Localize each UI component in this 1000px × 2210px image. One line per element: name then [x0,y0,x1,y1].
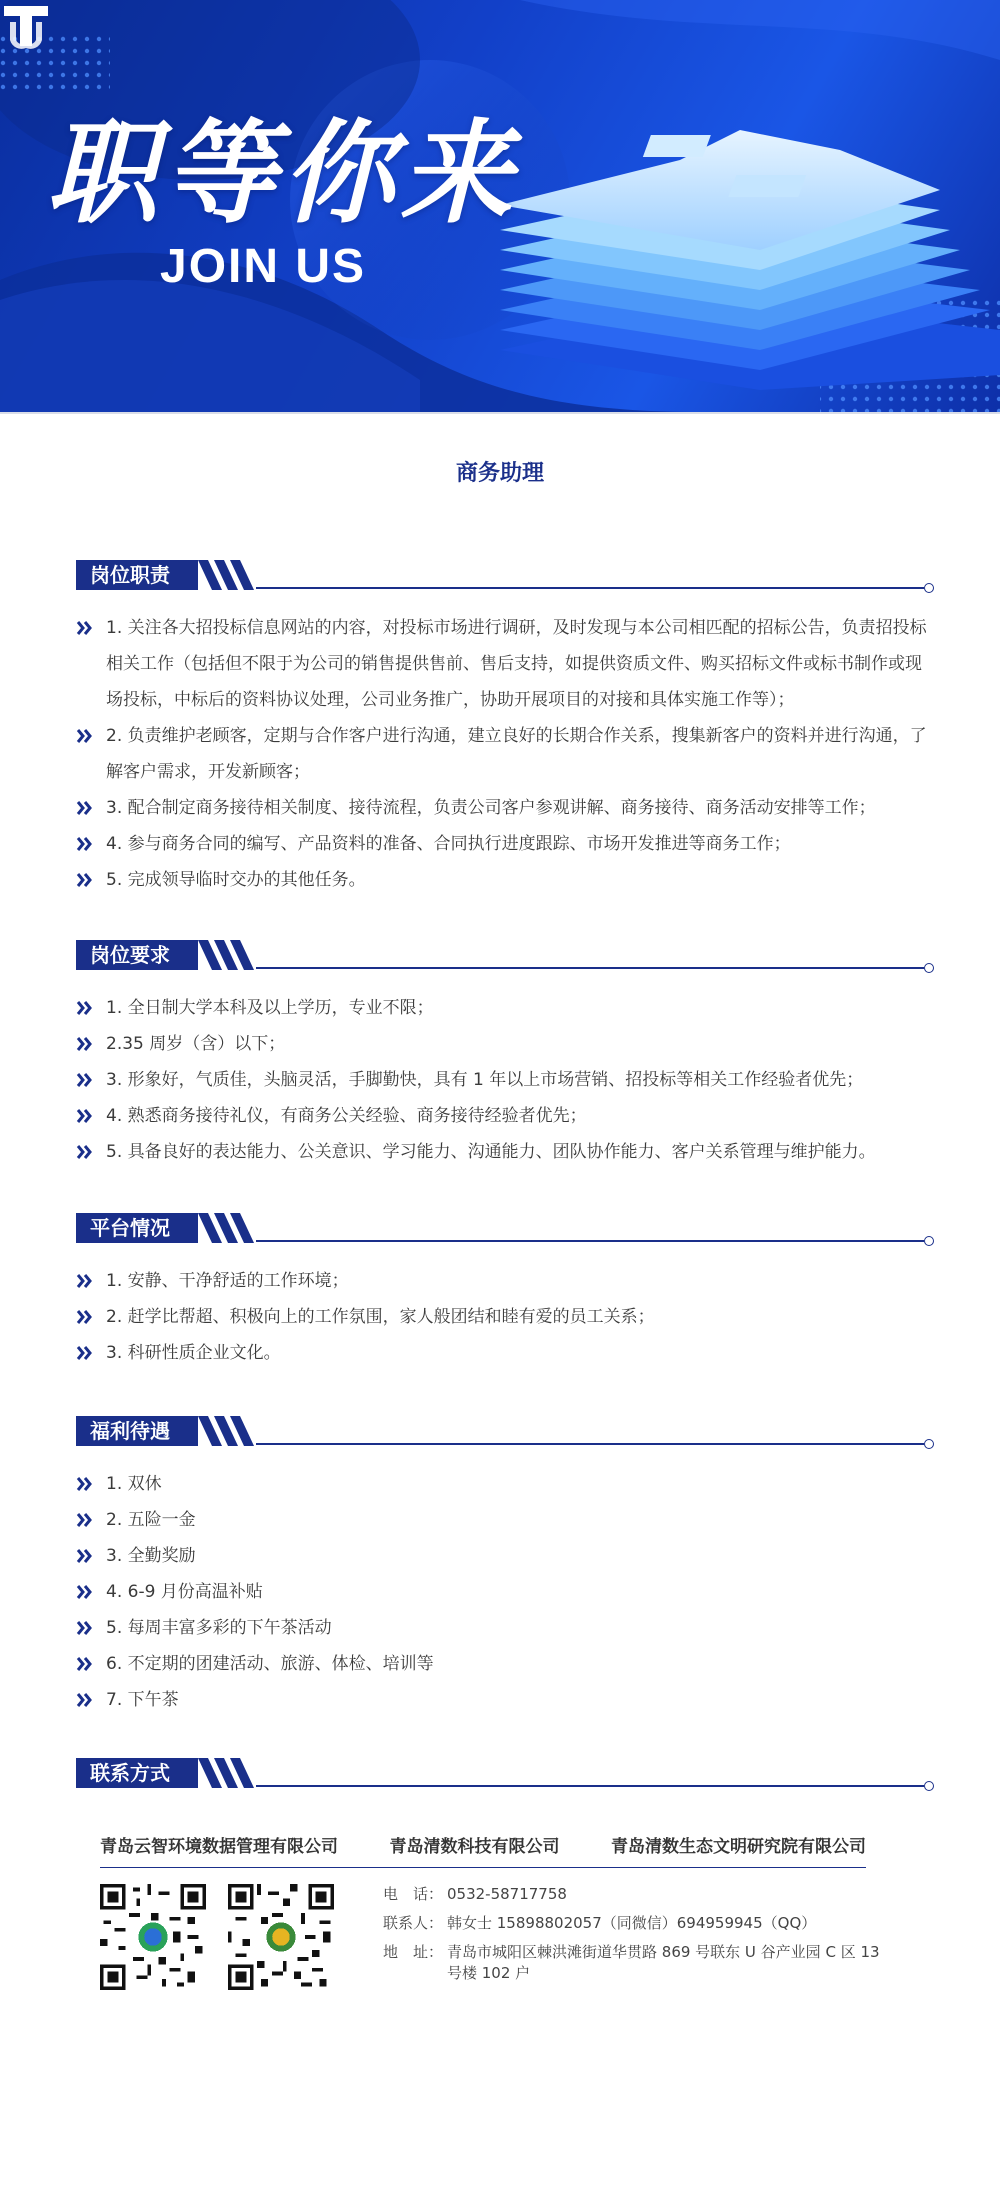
double-chevron-icon [76,1502,94,1538]
double-chevron-icon [76,1682,94,1718]
list-item [76,1538,934,1574]
company-list [100,1832,866,1868]
double-chevron-icon [76,826,94,862]
item-list [76,1263,934,1371]
double-chevron-icon [76,1466,94,1502]
list-item [76,1062,934,1098]
company-name: 青岛云智环境数据管理有限公司 [100,1837,338,1857]
section-title: 平台情况 [76,1213,198,1243]
banner-divider [0,412,1000,414]
item-text: 2. 赶学比帮超、积极向上的工作氛围，家人般团结和睦有爱的员工关系； [106,1307,655,1327]
double-chevron-icon [76,1646,94,1682]
double-chevron-icon [76,1574,94,1610]
item-text: 2.35 周岁（含）以下； [106,1034,286,1054]
item-text: 2. 五险一金 [106,1510,196,1530]
double-chevron-icon [76,862,94,898]
section-title: 岗位要求 [76,940,198,970]
double-chevron-icon [76,1335,94,1371]
list-item [76,990,934,1026]
double-chevron-icon [76,1263,94,1299]
double-chevron-icon [76,1134,94,1170]
list-item [76,1098,934,1134]
section-requirements [76,940,934,1170]
qr-code-icon[interactable] [228,1884,334,1990]
section-rule-dot [924,1781,934,1791]
contact-phone-row [383,1884,883,1905]
stripes-icon [194,940,264,970]
section-title: 联系方式 [76,1758,198,1788]
item-text: 7. 下午茶 [106,1690,179,1710]
item-text: 5. 完成领导临时交办的其他任务。 [106,870,366,890]
section-rule-dot [924,583,934,593]
section-benefits [76,1416,934,1718]
banner-title: 职等你来 [46,109,518,239]
list-item [76,1646,934,1682]
double-chevron-icon [76,610,94,646]
double-chevron-icon [76,1538,94,1574]
list-item [76,1026,934,1062]
section-header [76,560,934,590]
list-item [76,1682,934,1718]
list-item [76,862,934,898]
address-value: 青岛市城阳区棘洪滩街道华贯路 869 号联东 U 谷产业园 C 区 13 号楼 102 户 [447,1943,880,1982]
list-item [76,1610,934,1646]
list-item [76,1335,934,1371]
company-logo-icon [0,0,52,52]
person-value: 韩女士 15898802057（同微信）694959945（QQ） [447,1914,817,1932]
job-title: 商务助理 [455,461,544,486]
company-name: 青岛清数科技有限公司 [389,1837,560,1857]
item-text: 4. 熟悉商务接待礼仪，有商务公关经验、商务接待经验者优先； [106,1106,587,1126]
double-chevron-icon [76,1026,94,1062]
item-text: 3. 科研性质企业文化。 [106,1343,281,1363]
contact-details [383,1884,883,1992]
section-rule [256,1240,924,1242]
section-responsibilities [76,560,934,898]
list-item [76,1466,934,1502]
list-item [76,1299,934,1335]
item-list [76,1466,934,1718]
section-title: 福利待遇 [76,1416,198,1446]
list-item [76,610,934,718]
section-rule [256,1785,924,1787]
item-text: 4. 6-9 月份高温补贴 [106,1582,263,1602]
item-text: 3. 全勤奖励 [106,1546,196,1566]
list-item [76,826,934,862]
double-chevron-icon [76,1098,94,1134]
section-title: 岗位职责 [76,560,198,590]
contact-person-row [383,1913,883,1934]
item-list [76,990,934,1170]
address-label: 地 址： [383,1943,444,1961]
section-rule [256,587,924,589]
double-chevron-icon [76,790,94,826]
contact-address-row [383,1942,883,1984]
item-text: 5. 具备良好的表达能力、公关意识、学习能力、沟通能力、团队协作能力、客户关系管理与维护能力。 [106,1142,876,1162]
item-text: 1. 安静、干净舒适的工作环境； [106,1271,349,1291]
item-text: 1. 全日制大学本科及以上学历，专业不限； [106,998,434,1018]
section-rule [256,967,924,969]
section-rule-dot [924,1236,934,1246]
list-item [76,718,934,790]
list-item [76,1574,934,1610]
item-text: 4. 参与商务合同的编写、产品资料的准备、合同执行进度跟踪、市场开发推进等商务工作； [106,834,791,854]
banner-subtitle: JOIN US [160,240,367,293]
double-chevron-icon [76,1299,94,1335]
section-rule-dot [924,963,934,973]
double-chevron-icon [76,1062,94,1098]
item-text: 3. 配合制定商务接待相关制度、接待流程，负责公司客户参观讲解、商务接待、商务活动安排等工作； [106,798,876,818]
section-contact [76,1758,934,1788]
section-header [76,1416,934,1446]
stripes-icon [194,1213,264,1243]
section-rule-dot [924,1439,934,1449]
phone-value[interactable]: 0532-58717758 [447,1885,567,1903]
stripes-icon [194,560,264,590]
double-chevron-icon [76,1610,94,1646]
header-banner [0,0,1000,412]
stripes-icon [194,1416,264,1446]
person-label: 联系人： [383,1914,444,1932]
double-chevron-icon [76,990,94,1026]
company-name: 青岛清数生态文明研究院有限公司 [611,1837,866,1857]
section-header [76,1758,934,1788]
double-chevron-icon [76,718,94,754]
section-rule [256,1443,924,1445]
item-text: 3. 形象好，气质佳，头脑灵活，手脚勤快，具有 1 年以上市场营销、招投标等相关工作经验者优先； [106,1070,864,1090]
list-item [76,790,934,826]
list-item [76,1263,934,1299]
section-header [76,1213,934,1243]
item-text: 1. 关注各大招投标信息网站的内容，对投标市场进行调研，及时发现与本公司相匹配的招标公告，负责招投标相关工作（包括但不限于为公司的销售提供售前、售后支持，如提供资质文件、购买招标文件或标书制作或现场投标，中标后的资料协议处理，公司业务推广，协助开展项目的对接和具体实施工作等）； [106,618,927,710]
section-platform [76,1213,934,1371]
stripes-icon [194,1758,264,1788]
item-text: 2. 负责维护老顾客，定期与合作客户进行沟通，建立良好的长期合作关系，搜集新客户的资料并进行沟通，了解客户需求，开发新顾客； [106,726,927,782]
list-item [76,1502,934,1538]
item-text: 1. 双休 [106,1474,162,1494]
section-header [76,940,934,970]
item-list [76,610,934,898]
qr-code-icon[interactable] [100,1884,206,1990]
phone-label: 电 话： [383,1885,444,1903]
item-text: 6. 不定期的团建活动、旅游、体检、培训等 [106,1654,434,1674]
item-text: 5. 每周丰富多彩的下午茶活动 [106,1618,332,1638]
list-item [76,1134,934,1170]
